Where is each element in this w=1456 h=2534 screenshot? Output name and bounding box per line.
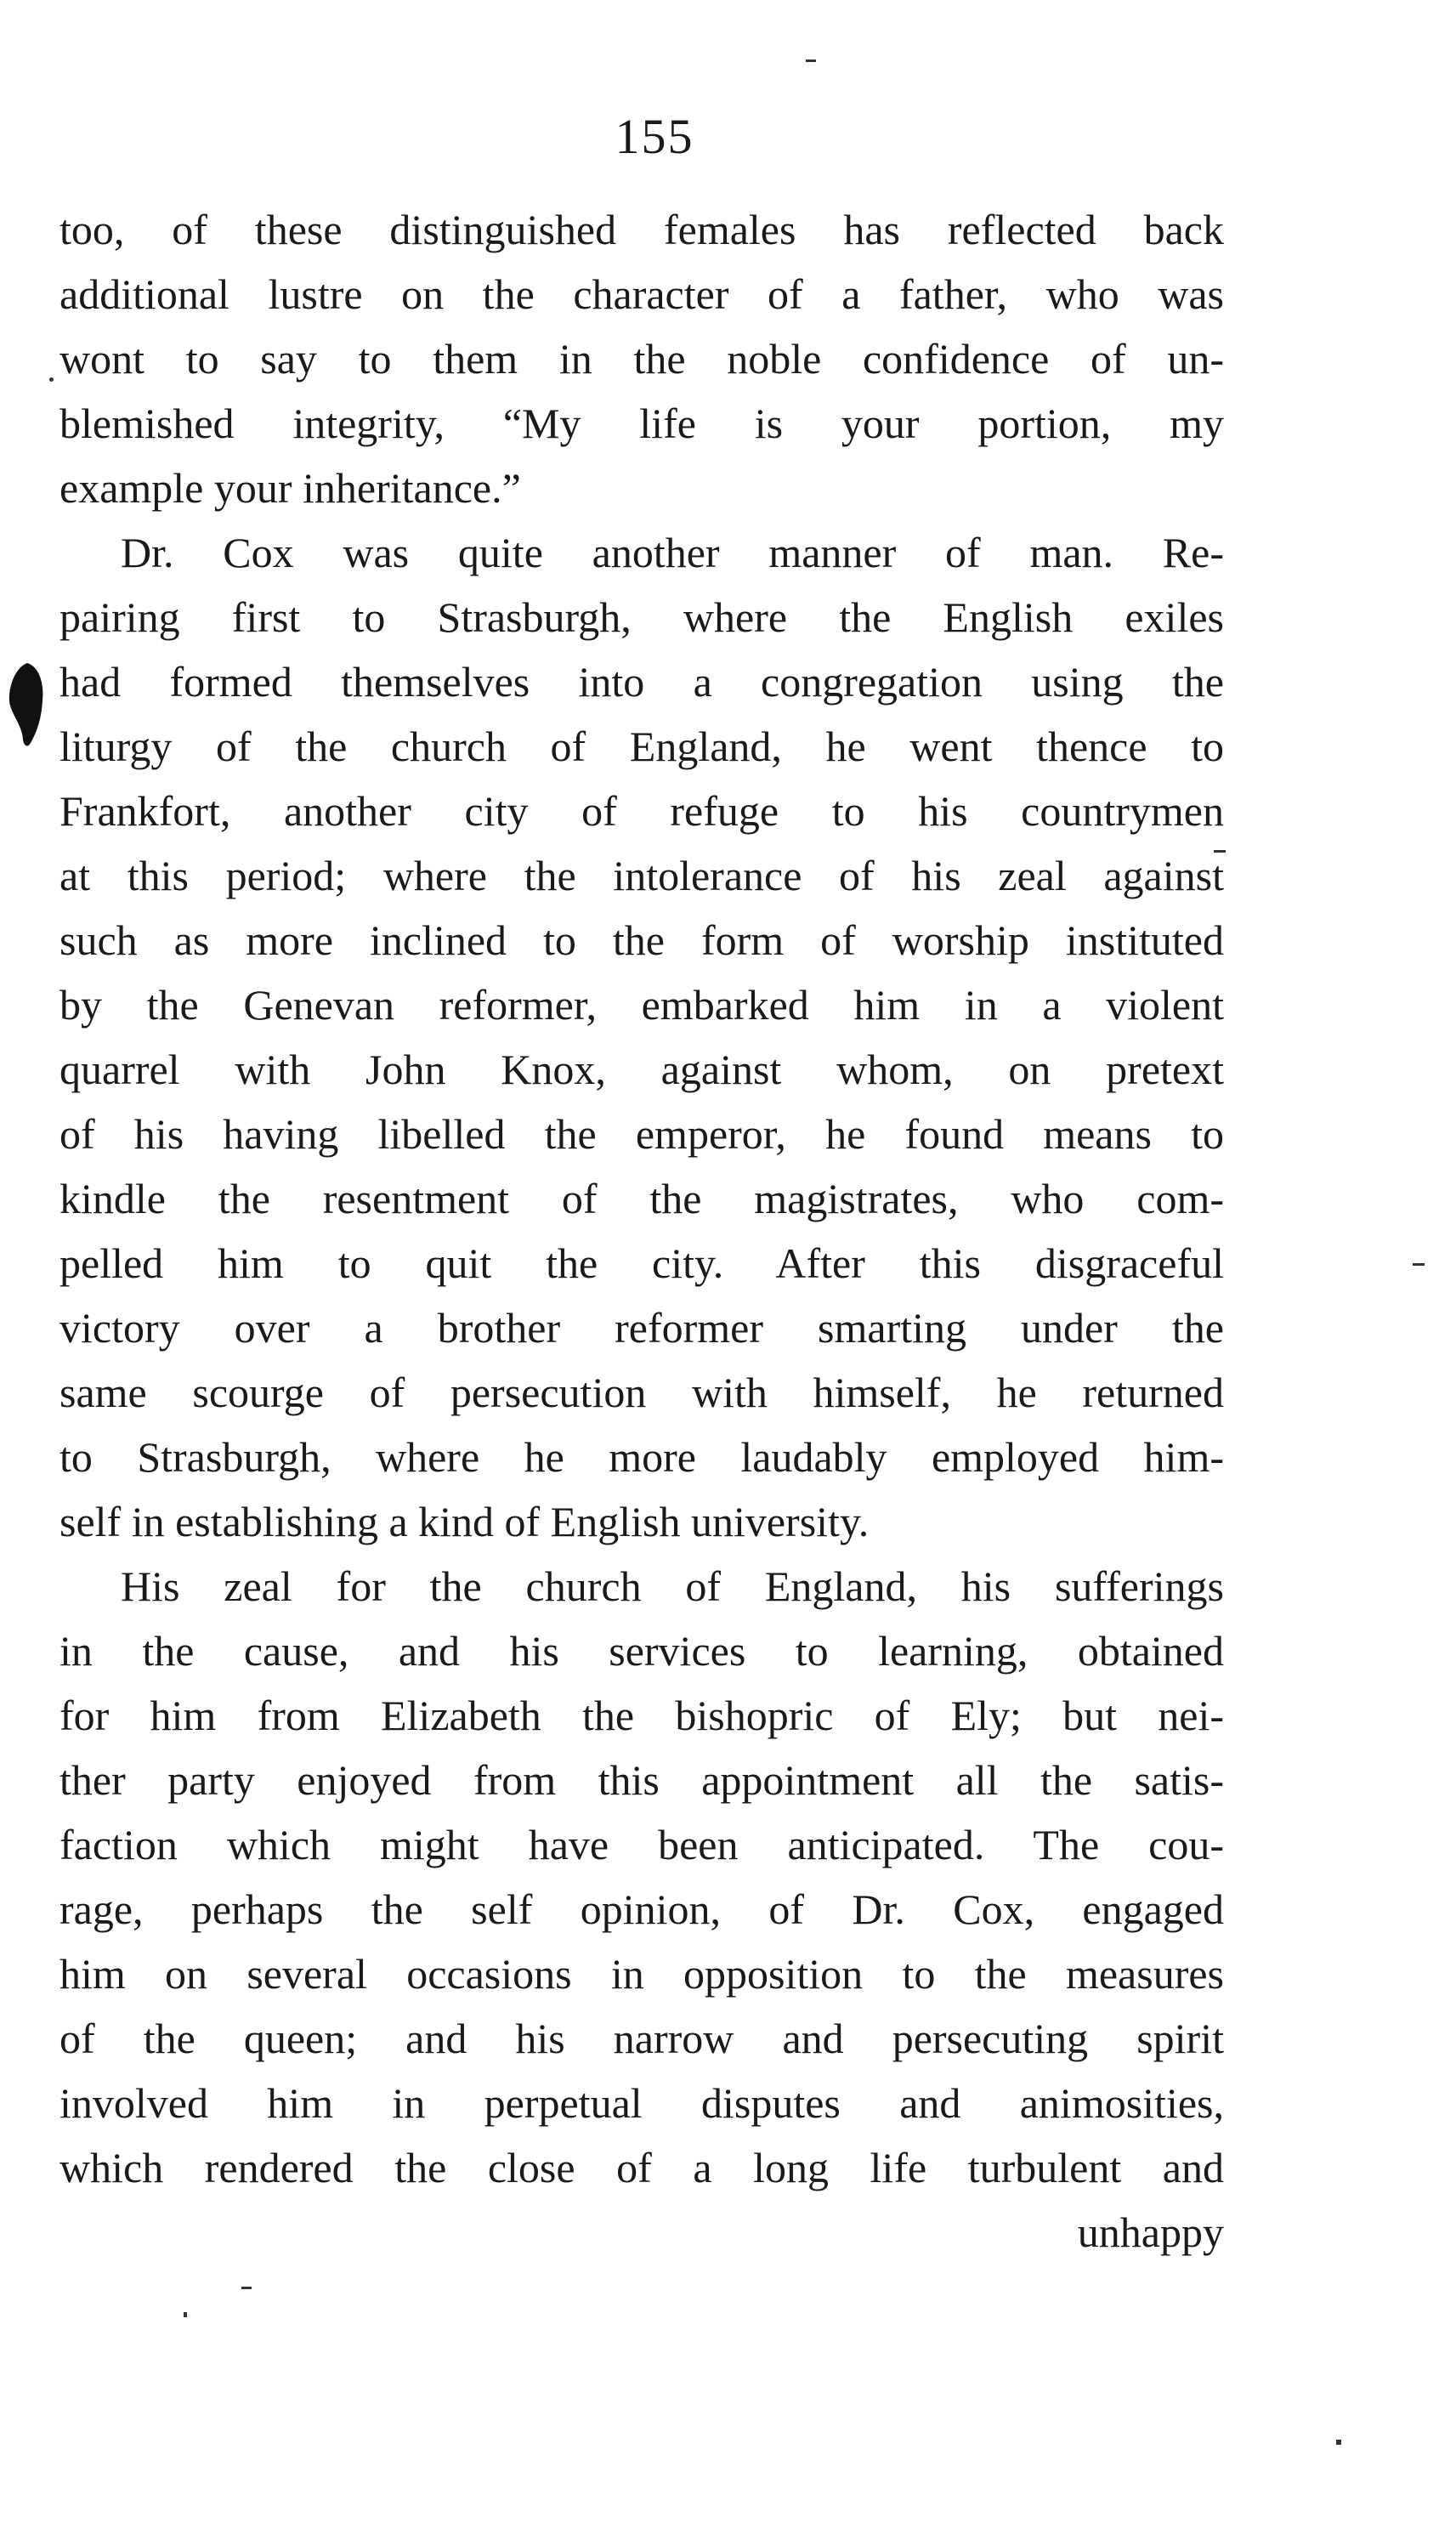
text-line: him on several occasions in opposition to the measures (59, 1950, 1224, 1998)
text-line: faction which might have been anticipated. The cou- (59, 1821, 1224, 1868)
text-line: too, of these distinguished females has reflected back (59, 206, 1224, 253)
speck-mark (806, 60, 816, 62)
text-line: pairing first to Strasburgh, where the English exiles (59, 593, 1224, 641)
text-line: liturgy of the church of England, he went thence to (59, 723, 1224, 770)
text-line: in the cause, and his services to learning, obtained (59, 1627, 1224, 1675)
text-line: rage, perhaps the self opinion, of Dr. Cox, engaged (59, 1885, 1224, 1933)
ink-blot-mark (5, 658, 48, 751)
text-line: had formed themselves into a congregation using the (59, 658, 1224, 706)
text-line: same scourge of persecution with himself, he returned (59, 1369, 1224, 1416)
text-line: blemished integrity, “My life is your portion, my (59, 400, 1224, 447)
text-line: Frankfort, another city of refuge to his countrymen (59, 787, 1224, 835)
text-line: Dr. Cox was quite another manner of man. Re- (121, 529, 1224, 576)
text-line: pelled him to quit the city. After this disgraceful (59, 1239, 1224, 1287)
speck-mark (49, 377, 54, 382)
text-line: example your inheritance.” (59, 464, 521, 512)
text-line: which rendered the close of a long life turbulent and (59, 2144, 1224, 2191)
text-line: involved him in perpetual disputes and animosities, (59, 2079, 1224, 2127)
text-line: kindle the resentment of the magistrates, who com- (59, 1175, 1224, 1222)
catchword: unhappy (1077, 2208, 1224, 2256)
speck-mark (241, 2287, 252, 2289)
text-line: victory over a brother reformer smarting under the (59, 1304, 1224, 1352)
text-line: ther party enjoyed from this appointment all the satis- (59, 1756, 1224, 1804)
speck-mark (1336, 2440, 1341, 2445)
text-line: at this period; where the intolerance of his zeal against (59, 852, 1224, 899)
speck-mark (1413, 1263, 1425, 1266)
text-line: for him from Elizabeth the bishopric of Ely; but nei- (59, 1692, 1224, 1739)
text-line: His zeal for the church of England, his sufferings (121, 1562, 1224, 1610)
text-line: additional lustre on the character of a father, who was (59, 270, 1224, 318)
text-line: quarrel with John Knox, against whom, on pretext (59, 1046, 1224, 1093)
text-line: wont to say to them in the noble confidence of un- (59, 335, 1224, 383)
text-line: such as more inclined to the form of worship instituted (59, 916, 1224, 964)
text-line: of the queen; and his narrow and persecuting spirit (59, 2015, 1224, 2062)
text-line: of his having libelled the emperor, he found means to (59, 1110, 1224, 1158)
text-line: self in establishing a kind of English university. (59, 1498, 870, 1545)
text-line: by the Genevan reformer, embarked him in a violent (59, 981, 1224, 1029)
speck-mark (184, 2312, 187, 2317)
text-line: to Strasburgh, where he more laudably employed him- (59, 1433, 1224, 1481)
body-text (59, 197, 1224, 2265)
page-number: 155 (615, 109, 694, 164)
